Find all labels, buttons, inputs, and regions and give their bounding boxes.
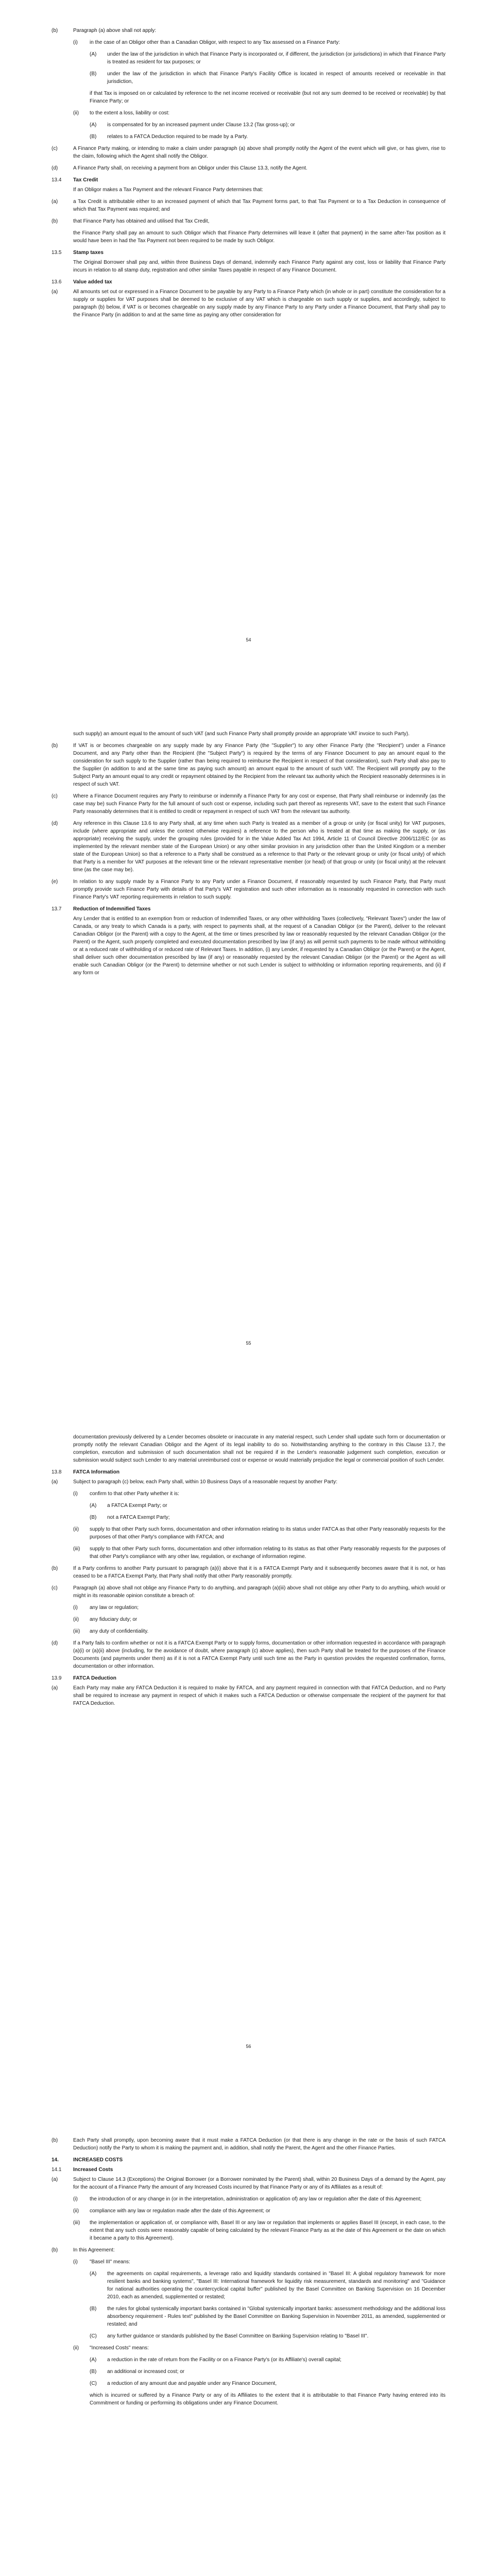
- paragraph-text: A Finance Party making, or intending to make a claim under paragraph (a) above shall promptly notify the Agent of the event which will give, or has given, rise to the claim, following which the Agent shall notify the Obligor.: [73, 146, 445, 159]
- paragraph: [73, 1433, 445, 1464]
- paragraph: [73, 2258, 445, 2266]
- page-number: 54: [246, 637, 251, 642]
- paragraph: [90, 1502, 445, 1510]
- section-title: FATCA Deduction: [73, 1675, 116, 1681]
- clause-heading: [52, 2156, 445, 2164]
- paragraph-label: (b): [52, 1566, 58, 1571]
- paragraph-label: (A): [90, 1503, 97, 1509]
- paragraph-text: the introduction of or any change in (or in the interpretation, administration or application of) any law or regulation after the date of this Agreement;: [90, 2196, 422, 2202]
- paragraph-label: (d): [52, 821, 58, 826]
- paragraph: [52, 1584, 445, 1600]
- paragraph-text: documentation previously delivered by a Lender becomes obsolete or inaccurate in any material respect, such Lender shall update such form or documentation or promptly notify the relevant Canadian Obligor and the Agent of its legal inability to do so. Notwithstanding anything to the contrary in this Clause 13.7, the completion, execution and submission of such documentation shall not be required if in the Lender's reasonable judgement such completion, execution or submission would subject such Lender to any material unreimbursed cost or expense or would materially prejudice the legal or commercial position of such Lender.: [73, 1434, 445, 1463]
- paragraph-label: (ii): [73, 1617, 79, 1622]
- paragraph-text: an additional or increased cost; or: [107, 2369, 185, 2375]
- paragraph: [90, 133, 445, 141]
- paragraph-text: any law or regulation;: [90, 1605, 139, 1611]
- paragraph-label: (d): [52, 1640, 58, 1646]
- paragraph-label: (iii): [73, 1629, 80, 1634]
- paragraph-label: (iii): [73, 1546, 80, 1552]
- paragraph: [90, 121, 445, 129]
- paragraph: [90, 50, 445, 66]
- paragraph-text: under the law of the jurisdiction in which that Finance Party is incorporated or, if different, the jurisdiction (or jurisdictions) in which that Finance Party is treated as resident for tax purposes; or: [107, 52, 445, 65]
- page-number: 55: [246, 1341, 251, 1346]
- paragraph-label: (B): [90, 1515, 97, 1520]
- paragraph-label: (ii): [73, 1527, 79, 1532]
- paragraph-text: In relation to any supply made by a Finance Party to any Party under a Finance Document, if reasonably requested by such Finance Party, that Party must promptly provide such Finance Party with details of that Party's VAT registration and such other information as is reasonably requested in connection with such Finance Party's VAT reporting requirements in relation to such supply.: [73, 879, 445, 900]
- paragraph-text: any duty of confidentiality.: [90, 1629, 149, 1634]
- paragraph-text: such supply) an amount equal to the amount of such VAT (and such Finance Party shall promptly provide an appropriate VAT invoice to such Party).: [73, 731, 410, 737]
- paragraph: [73, 186, 445, 194]
- paragraph-text: supply to that other Party such forms, documentation and other information relating to its status as that other Party reasonably requests for the purposes of that other Party's compliance with any other law, regulation, or exchange of information regime.: [90, 1546, 445, 1560]
- paragraph-label: (b): [52, 28, 58, 33]
- paragraph-text: in the case of an Obligor other than a Canadian Obligor, with respect to any Tax assessed on a Finance Party:: [90, 40, 340, 45]
- paragraph: [90, 2356, 445, 2364]
- paragraph: [52, 198, 445, 213]
- paragraph: [90, 2380, 445, 2387]
- page-54: [0, 0, 497, 703]
- paragraph-text: the rules for global systemically important banks contained in "Global systemically important banks: assessment methodology and the additional loss absorbency requirement - Rules text" published by the Basel Committee on Banking Supervision in November 2011, as amended, supplemented or restated; and: [107, 2306, 445, 2327]
- paragraph: [90, 2305, 445, 2328]
- paragraph: [73, 109, 445, 117]
- paragraph: [73, 1545, 445, 1561]
- paragraph-text: to the extent a loss, liability or cost:: [90, 110, 170, 116]
- paragraph-label: (C): [90, 2333, 97, 2339]
- section-heading: [52, 1674, 445, 1682]
- paragraph-text: Any reference in this Clause 13.6 to any Party shall, at any time when such Party is treated as a member of a group or unity (or fiscal unity) for VAT purposes, include (where appropriate and unless the context otherwise requires) a reference to the person who is treated at that time as making the supply, or (as appropriate) receiving the supply, under the grouping rules (provided for in the Value Added Tax Act 1994, Article 11 of Council Directive 2006/112/EC (or as implemented by the relevant member state of the European Union) or any other similar provision in any jurisdiction other than the United Kingdom or a member state of the European Union) so that a reference to a Party shall be construed as a reference to that Party or the relevant group or unity (or fiscal unity) of which that Party is a member for VAT purposes at the relevant time or the relevant representative member (or head) of that group or unity (or fiscal unity) at the relevant time (as the case may be).: [73, 821, 445, 873]
- paragraph-text: All amounts set out or expressed in a Finance Document to be payable by any Party to a Finance Party which (in whole or in part) constitute the consideration for a supply or supplies for VAT purposes shall be deemed to be exclusive of any VAT which is chargeable on such supply or supplies, and accordingly, subject to paragraph (b) below, if VAT is or becomes chargeable on any supply made by any Finance Party to any Party under a Finance Document, that Party shall pay to the Finance Party (in addition to and at the same time as paying any other consideration for: [73, 289, 445, 318]
- paragraph-label: (B): [90, 2369, 97, 2375]
- paragraph: [73, 229, 445, 245]
- paragraph: [52, 878, 445, 901]
- paragraph: [73, 1526, 445, 1541]
- paragraph-text: Each Party may make any FATCA Deduction it is required to make by FATCA, and any payment required in connection with that FATCA Deduction, and no Party shall be required to increase any payment in respect of which it makes such a FATCA Deduction or otherwise compensate the recipient of the payment for that FATCA Deduction.: [73, 1685, 445, 1706]
- paragraph-text: which is incurred or suffered by a Finance Party or any of its Affiliates to the extent that it is attributable to that Finance Party having entered into its Commitment or funding or performing its obligations under any Finance Document.: [90, 2393, 445, 2406]
- paragraph-text: "Basel III" means:: [90, 2259, 130, 2265]
- paragraph-label: (a): [52, 1479, 58, 1485]
- paragraph: [73, 2195, 445, 2203]
- paragraph-text: If VAT is or becomes chargeable on any supply made by any Finance Party (the "Supplier") to any other Finance Party (the "Recipient") under a Finance Document, and any Party other than the Recipient (the "Subject Party") is required by the terms of any Finance Document to pay an amount equal to the consideration for such supply to the Supplier (rather than being required to reimburse the Recipient in respect of that consideration), such Party shall also pay to the Supplier (in addition to and at the same time as paying such amount) an amount equal to the amount of such VAT. The Recipient will promptly pay to the Subject Party an amount equal to any credit or repayment obtained by the Recipient from the relevant tax authority which the Recipient reasonably determines is in respect of such VAT.: [73, 743, 445, 787]
- paragraph-text: If an Obligor makes a Tax Payment and the relevant Finance Party determines that:: [73, 187, 263, 193]
- paragraph: [52, 2137, 445, 2152]
- page-57: [0, 2110, 497, 2576]
- paragraph: [90, 90, 445, 105]
- paragraph-text: the Finance Party shall pay an amount to such Obligor which that Finance Party determines will leave it (after that payment) in the same after-Tax position as it would have been in had the Tax Payment not been required to be made by such Obligor.: [73, 230, 445, 244]
- section-title: Increased Costs: [73, 2167, 113, 2173]
- paragraph-label: (c): [52, 1585, 58, 1591]
- paragraph: [52, 27, 445, 35]
- paragraph: [73, 1604, 445, 1612]
- paragraph-label: (ii): [73, 2345, 79, 2351]
- paragraph-text: under the law of the jurisdiction in which that Finance Party's Facility Office is located in respect of amounts received or receivable in that jurisdiction,: [107, 71, 445, 84]
- section-heading: [52, 278, 445, 286]
- section-number: 13.8: [52, 1469, 62, 1475]
- paragraph: [52, 2176, 445, 2191]
- paragraph-text: Where a Finance Document requires any Party to reimburse or indemnify a Finance Party for any cost or expense, that Party shall reimburse or indemnify (as the case may be) such Finance Party for the full amount of such cost or expense, including such part thereof as represents VAT, save to the extent that such Finance Party reasonably determines that it is entitled to credit or repayment in respect of such VAT from the relevant tax authority.: [73, 793, 445, 815]
- paragraph-text: a FATCA Exempt Party; or: [107, 1503, 167, 1509]
- paragraph: [73, 2219, 445, 2242]
- paragraph: [52, 164, 445, 172]
- paragraph: [90, 1514, 445, 1521]
- paragraph-text: supply to that other Party such forms, documentation and other information relating to its status under FATCA as that other Party reasonably requests for the purposes of that other Party's compliance with FATCA; and: [90, 1527, 445, 1540]
- paragraph: [90, 2368, 445, 2376]
- paragraph-label: (C): [90, 2381, 97, 2386]
- paragraph: [73, 2344, 445, 2352]
- paragraph-label: (b): [52, 2138, 58, 2143]
- paragraph-text: confirm to that other Party whether it is:: [90, 1491, 179, 1497]
- paragraph-text: not a FATCA Exempt Party;: [107, 1515, 170, 1520]
- paragraph: [52, 792, 445, 816]
- paragraph: [52, 1565, 445, 1580]
- paragraph: [73, 1616, 445, 1623]
- paragraph-label: (A): [90, 2271, 97, 2277]
- section-number: 13.7: [52, 906, 62, 912]
- paragraph-label: (d): [52, 165, 58, 171]
- paragraph-label: (A): [90, 122, 97, 128]
- paragraph-label: (c): [52, 146, 58, 151]
- paragraph-text: a Tax Credit is attributable either to an increased payment of which that Tax Payment forms part, to that Tax Payment or to a Tax Deduction in consequence of which that Tax Payment was required; and: [73, 199, 445, 212]
- paragraph-label: (i): [73, 2196, 78, 2202]
- paragraph: [52, 145, 445, 160]
- section-number: 14.1: [52, 2167, 62, 2173]
- paragraph-text: if that Tax is imposed on or calculated by reference to the net income received or receivable (but not any sum deemed to be received or receivable) by that Finance Party; or: [90, 91, 445, 104]
- paragraph-label: (b): [52, 2247, 58, 2253]
- paragraph: [52, 1684, 445, 1707]
- paragraph-label: (i): [73, 1491, 78, 1497]
- paragraph-text: the agreements on capital requirements, a leverage ratio and liquidity standards contained in "Basel III: A global regulatory framework for more resilient banks and banking systems", "Basel III: International framework for liquidity risk measurement, standards and monitoring" and "Guidance for national authorities operating the countercyclical capital buffer" published by the Basel Committee on Banking Supervision on 16 December 2010, each as amended, supplemented or restated;: [107, 2271, 445, 2300]
- paragraph: [52, 288, 445, 319]
- paragraph: [73, 730, 445, 738]
- paragraph: [90, 2392, 445, 2407]
- paragraph: [90, 70, 445, 86]
- paragraph-text: any fiduciary duty; or: [90, 1617, 138, 1622]
- paragraph-label: (a): [52, 1685, 58, 1691]
- paragraph-label: (B): [90, 71, 97, 77]
- paragraph-text: Paragraph (a) above shall not apply:: [73, 28, 157, 33]
- page-56: [0, 1406, 497, 2110]
- paragraph-label: (a): [52, 2177, 58, 2182]
- section-heading: [52, 249, 445, 257]
- section-title: INCREASED COSTS: [73, 2157, 123, 2163]
- paragraph-text: Paragraph (a) above shall not oblige any Finance Party to do anything, and paragraph (a)(iii) above shall not oblige any other Party to do anything, which would or might in its reasonable opinion constitute a breach of:: [73, 1585, 445, 1599]
- section-number: 13.5: [52, 250, 62, 256]
- paragraph-label: (a): [52, 289, 58, 295]
- section-heading: [52, 176, 445, 184]
- paragraph: [52, 820, 445, 874]
- paragraph: [52, 742, 445, 788]
- paragraph: [73, 2207, 445, 2215]
- paragraph-text: The Original Borrower shall pay and, within three Business Days of demand, indemnify each Finance Party against any cost, loss or liability that Finance Party incurs in relation to all stamp duty, registration and other similar Taxes payable in respect of any Finance Document.: [73, 260, 445, 273]
- paragraph-text: that Finance Party has obtained and utilised that Tax Credit,: [73, 218, 210, 224]
- paragraph-text: a reduction of any amount due and payable under any Finance Document,: [107, 2381, 277, 2386]
- paragraph-label: (B): [90, 134, 97, 140]
- paragraph: [52, 2246, 445, 2254]
- paragraph-text: If a Party fails to confirm whether or not it is a FATCA Exempt Party or to supply forms, documentation or other information requested in accordance with paragraph (a)(i) or (a)(ii) above (including, for the avoidance of doubt, where paragraph (c) above applies), then such Party shall be treated for the purposes of the Finance Documents (and payments under them) as if it is not a FATCA Exempt Party until such time as the Party in question provides the requested confirmation, forms, documentation or other information.: [73, 1640, 445, 1669]
- paragraph-text: a reduction in the rate of return from the Facility or on a Finance Party's (or its Affiliate's) overall capital;: [107, 2357, 341, 2363]
- paragraph: [52, 1639, 445, 1670]
- paragraph-label: (B): [90, 2306, 97, 2312]
- paragraph-label: (A): [90, 52, 97, 57]
- section-heading: [52, 905, 445, 913]
- section-number: 13.4: [52, 177, 62, 183]
- paragraph-text: relates to a FATCA Deduction required to be made by a Party.: [107, 134, 248, 140]
- paragraph-label: (b): [52, 218, 58, 224]
- paragraph: [73, 915, 445, 977]
- paragraph: [52, 217, 445, 225]
- section-title: Value added tax: [73, 279, 112, 285]
- paragraph-label: (i): [73, 1605, 78, 1611]
- paragraph-text: is compensated for by an increased payment under Clause 13.2 (Tax gross-up); or: [107, 122, 295, 128]
- paragraph-label: (ii): [73, 2208, 79, 2214]
- paragraph: [73, 1628, 445, 1635]
- section-number: 14.: [52, 2157, 59, 2163]
- paragraph-label: (i): [73, 40, 78, 45]
- paragraph-text: In this Agreement:: [73, 2247, 115, 2253]
- paragraph-label: (A): [90, 2357, 97, 2363]
- section-title: Stamp taxes: [73, 250, 104, 256]
- paragraph-label: (c): [52, 793, 58, 799]
- paragraph-label: (e): [52, 879, 58, 885]
- paragraph-text: the implementation or application of, or compliance with, Basel III or any law or regulation that implements or applies Basel III (except, in each case, to the extent that any such costs were reasonably capable of being calculated by the relevant Finance Party as at the date of this Agreement or the date on which it became a party to this Agreement).: [90, 2220, 445, 2241]
- paragraph-text: compliance with any law or regulation made after the date of this Agreement; or: [90, 2208, 270, 2214]
- paragraph-text: "Increased Costs" means:: [90, 2345, 149, 2351]
- paragraph-label: (ii): [73, 110, 79, 116]
- paragraph-text: If a Party confirms to another Party pursuant to paragraph (a)(i) above that it is a FATCA Exempt Party and it subsequently becomes aware that it is not, or has ceased to be a FATCA Exempt Party, that Party shall notify that other Party reasonably promptly.: [73, 1566, 445, 1579]
- section-number: 13.9: [52, 1675, 62, 1681]
- paragraph-label: (a): [52, 199, 58, 205]
- section-title: Reduction of Indemnified Taxes: [73, 906, 151, 912]
- paragraph-label: (iii): [73, 2220, 80, 2226]
- paragraph: [73, 259, 445, 274]
- page-55: [0, 703, 497, 1406]
- section-title: FATCA Information: [73, 1469, 119, 1475]
- paragraph: [90, 2270, 445, 2301]
- paragraph-text: Subject to Clause 14.3 (Exceptions) the Original Borrower (or a Borrower nominated by the Parent) shall, within 20 Business Days of a demand by the Agent, pay for the account of a Finance Party the amount of any Increased Costs incurred by that Finance Party or any of its Affiliates as a result of:: [73, 2177, 445, 2190]
- paragraph-text: any further guidance or standards published by the Basel Committee on Banking Supervision relating to "Basel III".: [107, 2333, 369, 2339]
- page-number: 56: [246, 2044, 251, 2049]
- paragraph: [73, 1490, 445, 1498]
- paragraph-text: Any Lender that is entitled to an exemption from or reduction of Indemnified Taxes, or any other withholding Taxes (collectively, "Relevant Taxes") under the law of Canada, or any treaty to which Canada is a party, with respect to payments shall, at the request of a Canadian Obligor (or the Parent), deliver to the relevant Canadian Obligor (or the Parent) with a copy to the Agent, at the time or times prescribed by law or reasonably requested by the relevant Canadian Obligor (or the Parent) or the Agent, such properly completed and executed documentation prescribed by law (if any) as will permit such payments to be made without withholding or at a reduced rate of withholding of or reduced rate of Relevant Taxes. In addition, (i) any Lender, if requested by a Canadian Obligor (or the Parent) or the Agent, shall deliver such other documentation prescribed by law (if any) or reasonably requested by the relevant Canadian Obligor (or the Parent) or the Agent as will enable such Canadian Obligor (or the Parent) to determine whether or not such Lender is subject to withholding or information reporting requirements, and (ii) if any form or: [73, 916, 445, 976]
- paragraph-text: A Finance Party shall, on receiving a payment from an Obligor under this Clause 13.3, notify the Agent.: [73, 165, 307, 171]
- section-number: 13.6: [52, 279, 62, 285]
- section-heading: [52, 1468, 445, 1476]
- section-heading: [52, 2166, 445, 2174]
- paragraph-label: (b): [52, 743, 58, 749]
- paragraph: [90, 2332, 445, 2340]
- paragraph: [73, 39, 445, 46]
- paragraph-text: Each Party shall promptly, upon becoming aware that it must make a FATCA Deduction (or that there is any change in the rate or the basis of such FATCA Deduction) notify the Party to whom it is making the payment and, in addition, shall notify the Parent, the Agent and the other Finance Parties.: [73, 2138, 445, 2151]
- paragraph-text: Subject to paragraph (c) below, each Party shall, within 10 Business Days of a reasonable request by another Party:: [73, 1479, 338, 1485]
- paragraph-label: (i): [73, 2259, 78, 2265]
- section-title: Tax Credit: [73, 177, 98, 183]
- paragraph: [52, 1478, 445, 1486]
